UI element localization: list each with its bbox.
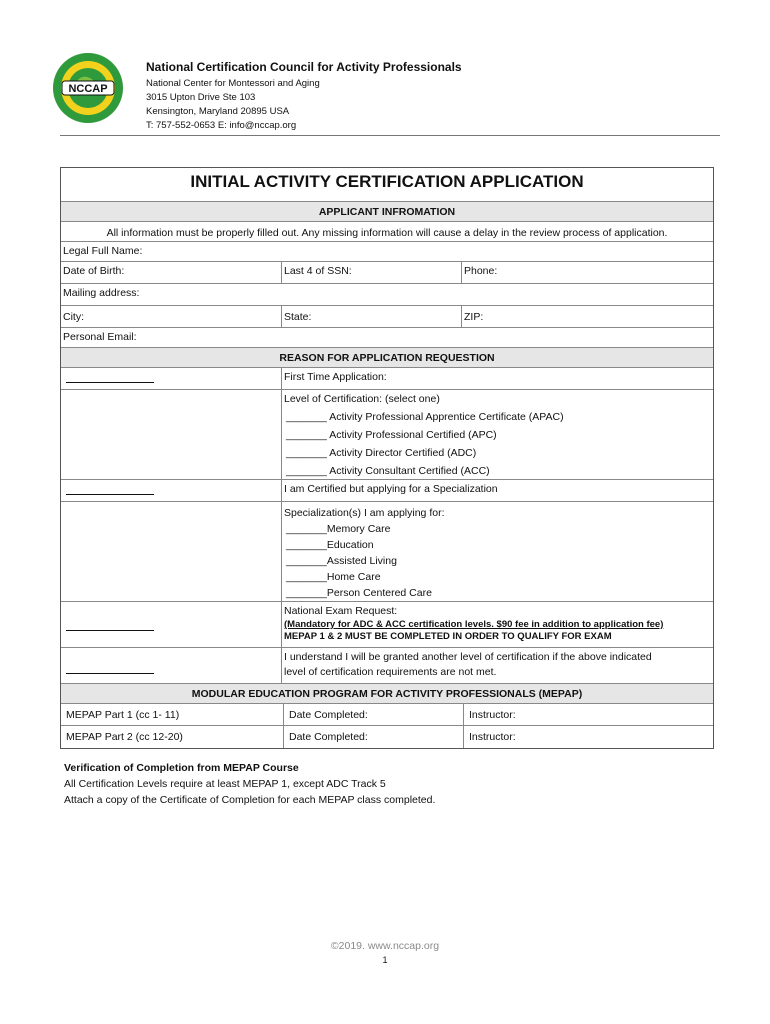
acknowledgement-row [61,648,713,684]
acknowledgement-cell [281,648,713,683]
mepap-part2-date[interactable]: Date Completed: [283,726,463,748]
org-address-line: Kensington, Maryland 20895 USA [146,106,290,117]
page-number: 1 [382,955,388,965]
acknowledgement-line-1: I understand I will be granted another level of certification if the above indicated [284,651,652,663]
header-divider [60,135,720,136]
reason-section-header: REASON FOR APPLICATION REQUESTION [61,348,713,368]
specialization-option-education[interactable]: _______Education [286,539,374,551]
application-form [60,167,714,749]
phone-field[interactable]: Phone: [461,262,713,283]
specialization-label: Specialization(s) I am applying for: [284,507,445,519]
state-field[interactable]: State: [281,306,461,327]
specialization-option-person-centered-care[interactable]: _______Person Centered Care [286,587,432,599]
level-option-adc[interactable]: _______ Activity Director Certified (ADC) [286,447,477,459]
specialization-request-blank[interactable] [66,494,154,495]
verification-heading: Verification of Completion from MEPAP Course [64,762,299,774]
email-row[interactable] [61,328,713,348]
acknowledgement-blank[interactable] [66,673,154,674]
city-field[interactable]: City: [63,311,84,323]
exam-request-row [61,602,713,648]
verification-line-1: All Certification Levels require at least MEPAP 1, except ADC Track 5 [64,778,386,790]
mepap-part2-label: MEPAP Part 2 (cc 12-20) [66,731,183,743]
exam-fee-note: (Mandatory for ADC & ACC certification levels. $90 fee in addition to application fee) [284,619,664,630]
legal-name-row[interactable] [61,242,713,262]
mepap-part1-instructor[interactable]: Instructor: [463,704,713,725]
exam-label: National Exam Request: [284,605,398,617]
notice-text: All information must be properly filled out. Any missing information will cause a delay in the review process of application. [61,222,713,242]
city-state-zip-row [61,306,713,328]
email-label: Personal Email: [63,331,137,343]
org-contact-line: T: 757-552-0653 E: info@nccap.org [146,120,297,131]
level-option-apc[interactable]: _______ Activity Professional Certified (APC) [286,429,497,441]
exam-request-blank[interactable] [66,630,154,631]
mepap-part2-instructor[interactable]: Instructor: [463,726,713,748]
nccap-logo [52,52,124,124]
applicant-section-header: APPLICANT INFROMATION [61,202,713,222]
exam-cell [281,602,713,647]
copyright-text: ©2019. www.nccap.org [330,940,440,952]
logo-text: NCCAP [68,83,108,95]
zip-field[interactable]: ZIP: [461,306,713,327]
mepap-section-header: MODULAR EDUCATION PROGRAM FOR ACTIVITY PROFESSIONALS (MEPAP) [61,684,713,704]
mepap-part1-row [61,704,713,726]
org-name: National Certification Council for Activity Professionals [146,60,462,74]
exam-requirement-note: MEPAP 1 & 2 MUST BE COMPLETED IN ORDER TO QUALIFY FOR EXAM [284,631,612,642]
dob-field[interactable]: Date of Birth: [63,265,125,277]
org-address-line: National Center for Montessori and Aging [146,78,320,89]
specialization-option-memory-care[interactable]: _______Memory Care [286,523,391,535]
specializations-row [61,502,713,602]
specialization-request-row [61,480,713,502]
legal-name-label: Legal Full Name: [63,245,143,257]
verification-line-2: Attach a copy of the Certificate of Completion for each MEPAP class completed. [64,794,436,806]
first-time-label: First Time Application: [281,368,713,389]
first-time-blank[interactable] [66,382,154,383]
level-option-acc[interactable]: _______ Activity Consultant Certified (ACC) [286,465,490,477]
level-label: Level of Certification: (select one) [284,393,440,405]
mepap-part2-row [61,726,713,748]
first-time-row [61,368,713,390]
ssn-field[interactable]: Last 4 of SSN: [281,262,461,283]
dob-ssn-phone-row [61,262,713,284]
level-row [61,390,713,480]
mailing-address-label: Mailing address: [63,287,140,299]
form-title: INITIAL ACTIVITY CERTIFICATION APPLICATION [61,168,713,202]
mepap-part1-date[interactable]: Date Completed: [283,704,463,725]
specialization-request-label: I am Certified but applying for a Specialization [281,480,713,501]
org-address-line: 3015 Upton Drive Ste 103 [146,92,256,103]
level-option-apac[interactable]: _______ Activity Professional Apprentice Certificate (APAC) [286,411,564,423]
mailing-address-row[interactable] [61,284,713,306]
acknowledgement-line-2: level of certification requirements are not met. [284,666,497,678]
specialization-option-home-care[interactable]: _______Home Care [286,571,381,583]
specialization-option-assisted-living[interactable]: _______Assisted Living [286,555,397,567]
mepap-part1-label: MEPAP Part 1 (cc 1- 11) [66,709,180,721]
